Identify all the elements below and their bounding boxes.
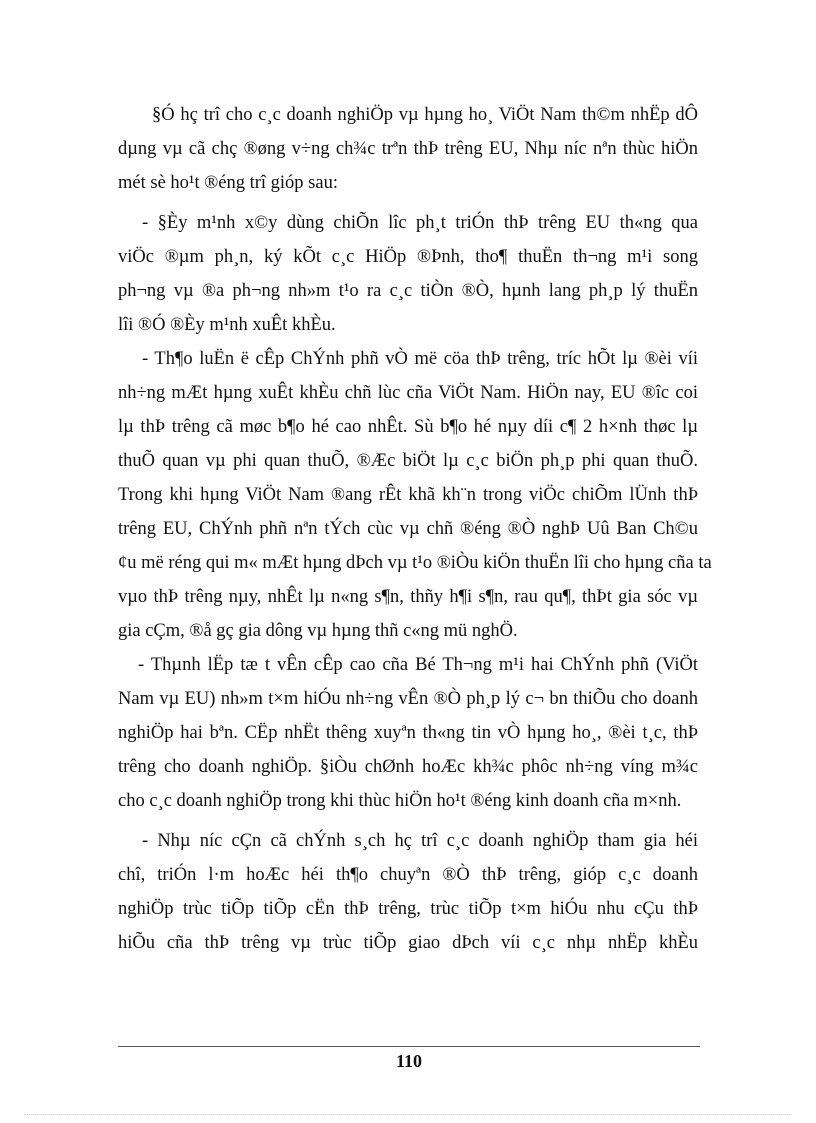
text-line: Nam vµ EU) nh»m t×m hiÓu nh÷ng vÊn ®Ò ph¸p lý c¬ bn thiÕu cho doanh — [118, 689, 698, 709]
text-line: gia cÇm, ®å gç gia dông vµ hµng thñ c«ng mü nghÖ. — [118, 621, 518, 641]
paragraph-trade-fair-support — [118, 824, 698, 960]
text-line: - Thµnh lËp tæ t vÊn cÊp cao cña Bé Th¬ng m¹i hai ChÝnh phñ (ViÖt — [138, 655, 698, 675]
text-line: lîi ®Ó ®Èy m¹nh xuÊt khÈu. — [118, 315, 336, 335]
page-number: 110 — [395, 1051, 422, 1071]
text-line: dµng vµ cã chç ®øng v÷ng ch¾c trªn thÞ trêng EU, Nhµ níc nªn thùc hiÖn — [118, 139, 698, 159]
text-line: §Ó hç trî cho c¸c doanh nghiÖp vµ hµng ho¸ ViÖt Nam th©m nhËp dÔ — [152, 105, 698, 125]
paragraph-government-negotiation — [118, 342, 712, 648]
text-line: viÖc ®µm ph¸n, ký kÕt c¸c HiÖp ®Þnh, tho¶ thuËn th¬ng m¹i song — [118, 247, 698, 267]
body-text — [118, 98, 712, 960]
text-line: trêng EU, ChÝnh phñ nªn tÝch cùc vµ chñ ®éng ®Ò nghÞ Uû Ban Ch©u — [118, 519, 698, 539]
page-bottom-dotted-border — [24, 1114, 792, 1115]
paragraph-market-strategy — [118, 206, 698, 342]
text-line: chî, triÓn l·m hoÆc héi th¶o chuyªn ®Ò thÞ trêng, gióp c¸c doanh — [118, 865, 698, 885]
text-line: Trong khi hµng ViÖt Nam ®ang rÊt khã kh¨n trong viÖc chiÕm lÜnh thÞ — [118, 485, 698, 505]
paragraph-intro — [118, 98, 698, 200]
text-line: - Th¶o luËn ë cÊp ChÝnh phñ vÒ më cöa thÞ trêng, tríc hÕt lµ ®èi víi — [142, 349, 698, 369]
text-line: trêng cho doanh nghiÖp. §iÒu chØnh hoÆc kh¾c phôc nh÷ng víng m¾c — [118, 757, 698, 777]
text-line: nh÷ng mÆt hµng xuÊt khÈu chñ lùc cña ViÖt Nam. HiÖn nay, EU ®îc coi — [118, 383, 698, 403]
text-line: cho c¸c doanh nghiÖp trong khi thùc hiÖn ho¹t ®éng kinh doanh cña m×nh. — [118, 791, 682, 811]
text-line: lµ thÞ trêng cã møc b¶o hé cao nhÊt. Sù b¶o hé nµy díi c¶ 2 h×nh thøc lµ — [118, 417, 698, 437]
text-line: mét sè ho¹t ®éng trî gióp sau: — [118, 173, 338, 193]
text-line: hiÕu cña thÞ trêng vµ trùc tiÕp giao dÞch víi c¸c nhµ nhËp khÈu — [118, 933, 698, 953]
text-line: thuÕ quan vµ phi quan thuÕ, ®Æc biÖt lµ c¸c biÖn ph¸p phi quan thuÕ. — [118, 451, 698, 471]
text-line: - Nhµ níc cÇn cã chÝnh s¸ch hç trî c¸c doanh nghiÖp tham gia héi — [142, 831, 698, 851]
text-line: nghiÖp hai bªn. CËp nhËt thêng xuyªn th«ng tin vÒ hµng ho¸, ®èi t¸c, thÞ — [118, 723, 698, 743]
text-line: ph¬ng vµ ®a ph¬ng nh»m t¹o ra c¸c tiÒn ®Ò, hµnh lang ph¸p lý thuËn — [118, 281, 698, 301]
paragraph-advisory-group — [118, 648, 698, 818]
text-line: nghiÖp trùc tiÕp tiÕp cËn thÞ trêng, trùc tiÕp t×m hiÓu nhu cÇu thÞ — [118, 899, 698, 919]
text-line: vµo thÞ trêng nµy, nhÊt lµ n«ng s¶n, thñy h¶i s¶n, rau qu¶, thÞt gia sóc vµ — [118, 587, 698, 607]
footer-divider — [118, 1046, 700, 1047]
text-line: - §Èy m¹nh x©y dùng chiÕn lîc ph¸t triÓn thÞ trêng EU th«ng qua — [142, 213, 698, 233]
text-line: ¢u më réng qui m« mÆt hµng dÞch vµ t¹o ®iÒu kiÖn thuËn lîi cho hµng cña ta — [118, 553, 712, 573]
